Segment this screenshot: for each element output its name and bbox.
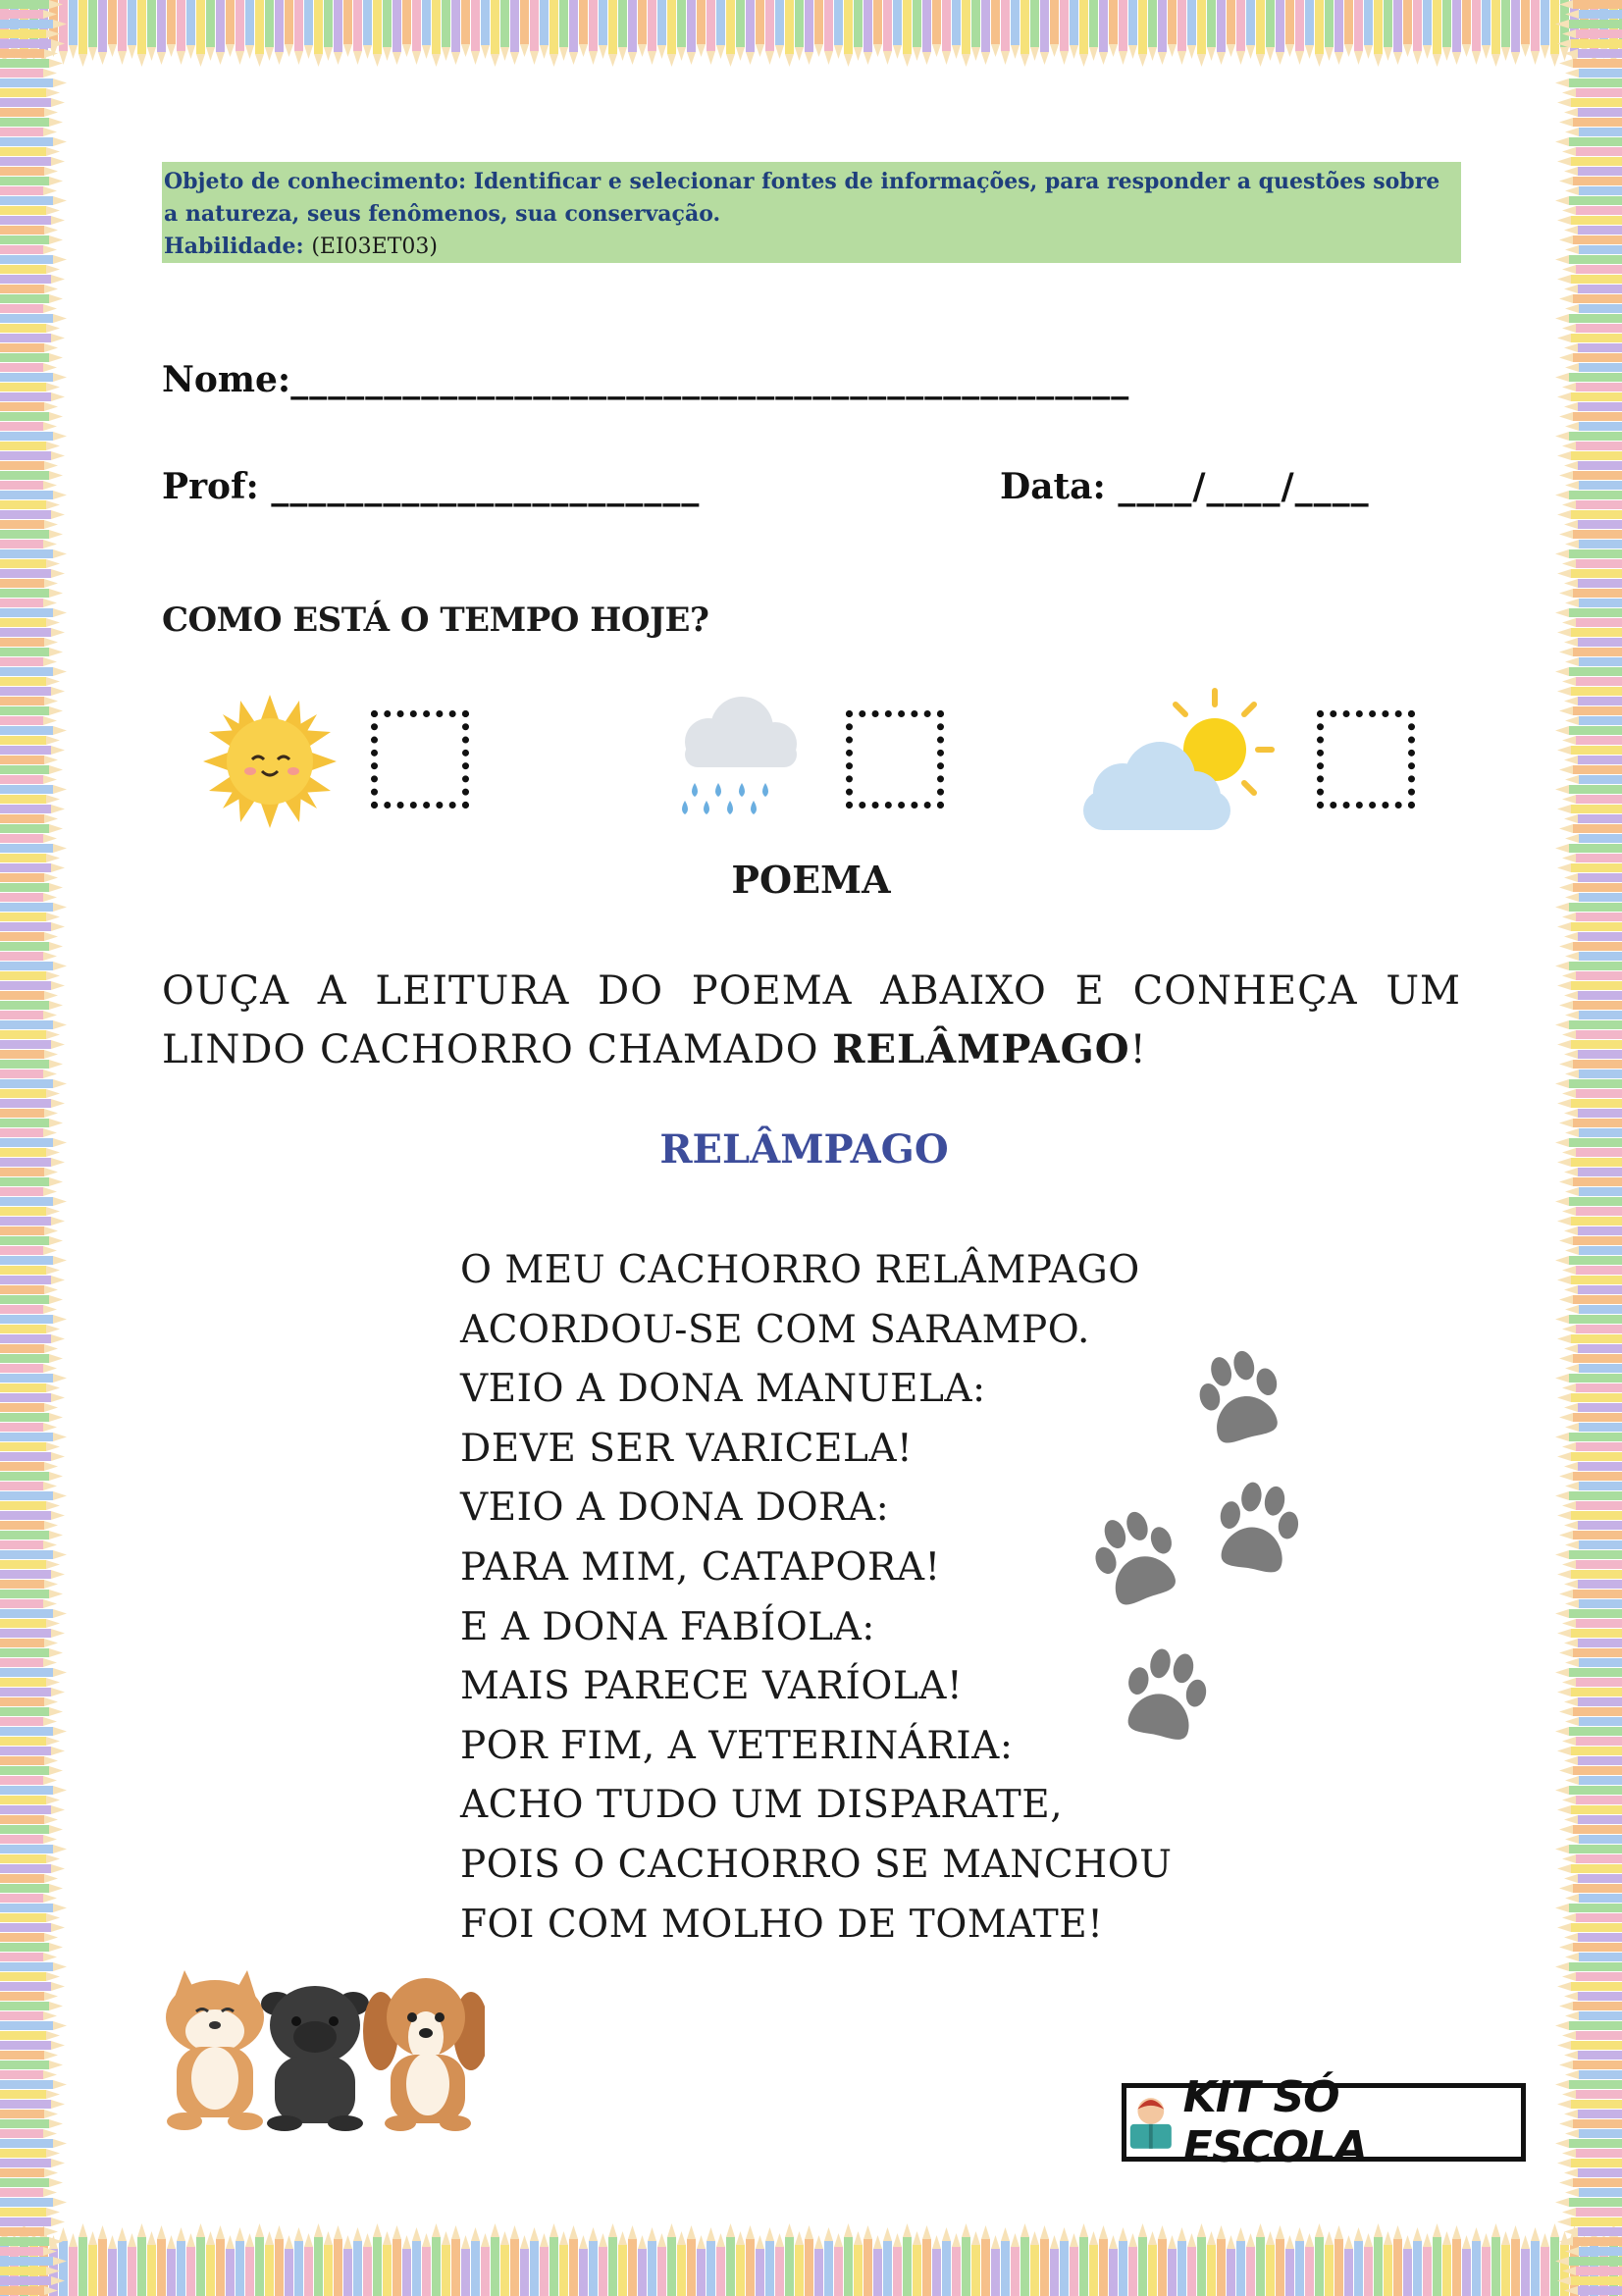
teacher-blank[interactable]: _______________________ xyxy=(271,466,701,507)
poem-line: VEIO A DONA DORA: xyxy=(460,1486,890,1531)
sun-icon xyxy=(201,693,339,830)
poem-line: ACORDOU-SE COM SARAMPO. xyxy=(460,1307,1090,1352)
pug-dog-icon xyxy=(261,1986,369,2131)
partly-cloudy-icon xyxy=(1079,687,1276,834)
section-title: POEMA xyxy=(731,858,891,902)
poem-line: MAIS PARECE VARÍOLA! xyxy=(460,1664,964,1709)
shiba-dog-icon xyxy=(166,1970,264,2130)
objective-box xyxy=(162,162,1461,263)
date-label: Data: xyxy=(1000,466,1106,507)
skill-line xyxy=(164,231,1459,263)
poem-line: PARA MIM, CATAPORA! xyxy=(460,1544,941,1590)
poem-line: ACHO TUDO UM DISPARATE, xyxy=(460,1783,1064,1828)
instruction-end: ! xyxy=(1129,1027,1147,1072)
name-blank[interactable]: _____________________________________________ xyxy=(290,359,1130,400)
poem-line: E A DONA FABÍOLA: xyxy=(460,1604,875,1649)
weather-question: COMO ESTÁ O TEMPO HOJE? xyxy=(162,600,709,640)
logo-text: KIT SÓ ESCOLA xyxy=(1182,2072,1368,2172)
poem-line: DEVE SER VARICELA! xyxy=(460,1426,914,1471)
name-label: Nome: xyxy=(162,359,291,400)
pencil-border-bottom xyxy=(0,2219,1622,2296)
rain-checkbox[interactable] xyxy=(846,710,944,809)
date-field[interactable] xyxy=(1000,466,1370,507)
dog-name: RELÂMPAGO xyxy=(832,1026,1130,1072)
reading-child-icon xyxy=(1126,2093,1176,2152)
paw-print-icon xyxy=(1205,1472,1309,1584)
beagle-dog-icon xyxy=(363,1978,485,2131)
rain-cloud-icon xyxy=(671,693,809,830)
poem-body xyxy=(460,1241,1173,1955)
objective-text: Objeto de conhecimento: Identificar e selecionar fontes de informações, para responder a questões sobre a natureza, seus fenômenos, sua conservação. xyxy=(164,169,1440,227)
skill-code: (EI03ET03) xyxy=(311,235,438,259)
kit-so-escola-logo xyxy=(1122,2072,1526,2172)
poem-line: POR FIM, A VETERINÁRIA: xyxy=(460,1723,1014,1768)
teacher-field[interactable] xyxy=(162,466,700,507)
poem-title xyxy=(0,1126,1622,1173)
partly-cloudy-checkbox[interactable] xyxy=(1317,710,1415,809)
poem-line: POIS O CACHORRO SE MANCHOU xyxy=(460,1842,1173,1887)
name-field[interactable] xyxy=(162,359,1129,400)
poem-line: O MEU CACHORRO RELÂMPAGO xyxy=(460,1248,1140,1292)
poem-line: VEIO A DONA MANUELA: xyxy=(460,1367,986,1412)
instruction-body: OUÇA A LEITURA DO POEMA ABAIXO E CONHEÇA UM LINDO CACHORRO CHAMADO xyxy=(162,968,1461,1072)
three-dogs-illustration xyxy=(161,1968,485,2131)
instruction-text xyxy=(162,962,1461,1079)
sun-checkbox[interactable] xyxy=(371,710,469,809)
teacher-label: Prof: xyxy=(162,466,259,507)
skill-label: Habilidade: xyxy=(164,234,304,259)
date-blank[interactable]: ____/____/____ xyxy=(1118,466,1370,507)
poem-title-text: RELÂMPAGO xyxy=(659,1126,949,1173)
poem-line: FOI COM MOLHO DE TOMATE! xyxy=(460,1902,1104,1947)
pencil-border-top xyxy=(0,0,1622,69)
